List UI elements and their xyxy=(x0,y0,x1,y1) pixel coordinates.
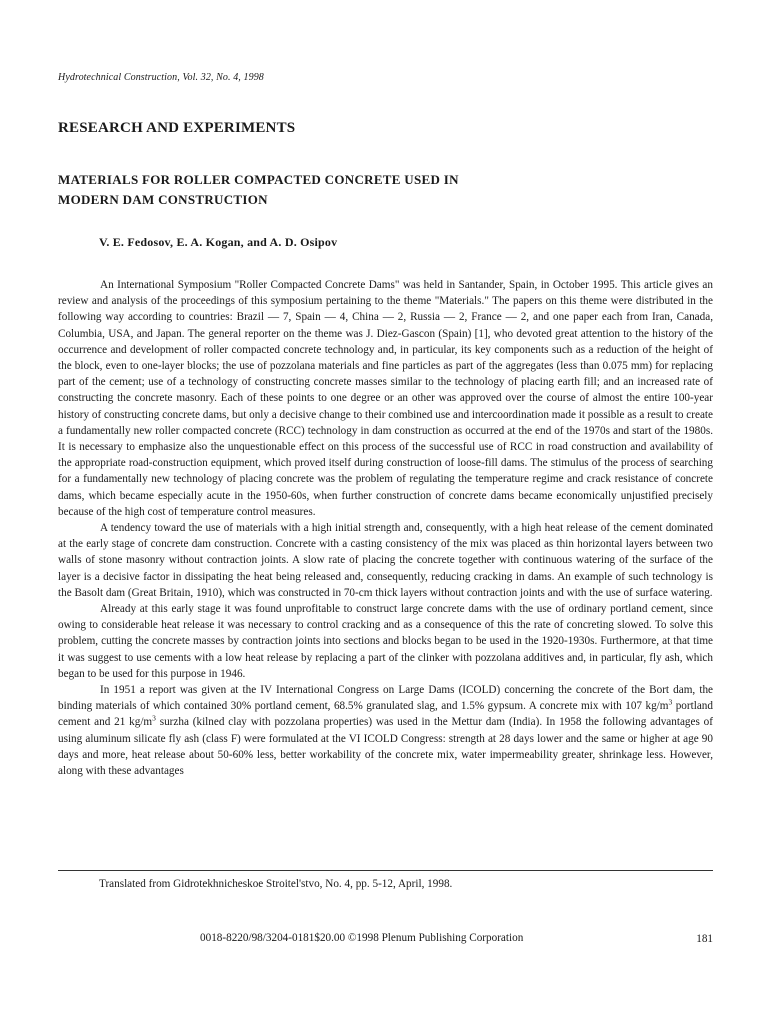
article-title-line-1: MATERIALS FOR ROLLER COMPACTED CONCRETE USED IN xyxy=(58,172,459,187)
article-body xyxy=(58,277,713,779)
article-title-line-2: MODERN DAM CONSTRUCTION xyxy=(58,192,268,207)
paper-page xyxy=(58,0,713,1024)
author-list: V. E. Fedosov, E. A. Kogan, and A. D. Osipov xyxy=(99,235,338,249)
section-heading: RESEARCH AND EXPERIMENTS xyxy=(58,120,296,136)
journal-reference: Hydrotechnical Construction, Vol. 32, No. 4, 1998 xyxy=(58,72,264,83)
body-paragraph-1: An International Symposium "Roller Compacted Concrete Dams" was held in Santander, Spain, in October 1995. This article gives an review and analysis of the proceedings of this symposium pertaining to the theme "Materials." The papers on this theme were distributed in the following way according to countries: Brazil — 7, Spain — 4, China — 2, Russia — 2, France — 2, and one paper each from Iran, Canada, Columbia, USA, and Japan. The general reporter on the theme was J. Diez-Gascon (Spain) [1], who devoted great attention to the history of the occurrence and development of roller compacted concrete technology and, in particular, its key components such as a reduction of the height of the block, even to one-layer blocks; the use of pozzolana materials and fine particles as part of the aggregates (less than 0.075 mm) for replacing part of the cement; use of a technology of constructing concrete masses similar to the technology of placing earth fill; and an increased rate of constructing the concrete masonry. Each of these points to one degree or an other was approved over the course of almost the entire 100-year history of constructing concrete dams, but only a decisive change to their combined use and intercoordination made it possible as a result to create a fundamentally new roller compacted concrete (RCC) technology in dam construction as occurred at the end of the 1970s and start of the 1980s. It is necessary to emphasize also the unquestionable effect on this process of the successful use of RCC in road construction and availability of the appropriate road-construction equipment, which proved itself during construction of loose-fill dams. The stimulus of the process of searching for a fundamentally new technology of placing concrete was the problem of regulating the temperature regime and crack resistance of concrete dams, which became especially acute in the 1950-60s, when further construction of concrete dams became economically unjustified precisely because of the high cost of temperature control measures. xyxy=(58,279,713,518)
publisher-code: 0018-8220/98/3204-0181$20.00 ©1998 Plenum Publishing Corporation xyxy=(200,932,524,944)
body-paragraph-3: Already at this early stage it was found unprofitable to construct large concrete dams with the use of ordinary portland cement, since owing to considerable heat release it was necessary to control cracking and as a consequence of this the rate of concreting slowed. To solve this problem, cutting the concrete masses by contraction joints into sections and blocks began to be used in the 1920-1930s. Furthermore, at that time it was suggest to use cements with a low heat release by replacing a part of the clinker with pozzolana additives and, in particular, fly ash, which began to be used for this purpose in 1946. xyxy=(58,603,713,680)
paragraph-4-text-a: In 1951 a report was given at the IV International Congress on Large Dams (ICOLD) concerning the concrete of the Bort dam, the binding materials of which contained 30% portland cement, 68.5% granulated slag, and 1.5% gypsum. A concrete mix with 107 kg/m xyxy=(58,684,713,713)
body-paragraph-4 xyxy=(58,682,713,779)
translation-note: Translated from Gidrotekhnicheskoe Stroitel'stvo, No. 4, pp. 5-12, April, 1998. xyxy=(99,878,453,890)
footnote-divider xyxy=(58,870,713,871)
superscript-cubic: 3 xyxy=(152,713,156,723)
superscript-cubic: 3 xyxy=(668,697,673,707)
page-number: 181 xyxy=(696,933,713,945)
body-paragraph-2: A tendency toward the use of materials with a high initial strength and, consequently, with a high heat release of the cement dominated at the early stage of concrete dam construction. Concrete with a casting consistency of the mix was placed as thin horizontal layers between two walls of stone masonry without contraction joints. A slow rate of placing the concrete together with continuous watering of the surface of the layer is a decisive factor in dissipating the heat being released and, consequently, reducing cracking in dams. An example of such technology is the Basolt dam (Great Britain, 1910), which was constructed in 70-cm thick layers without contraction joints and with the use of surface watering. xyxy=(58,522,713,599)
article-title xyxy=(58,170,459,210)
paragraph-4-text-c: surzha (kilned clay with pozzolana properties) was used in the Mettur dam (India). In 1958 the following advantages of using aluminum silicate fly ash (class F) were formulated at the VI ICOLD Congress: strength at 28 days lower and the same or higher at age 90 days and more, heat release about 50-60% less, better workability of the concrete mix, water impermeability greater, shrinkage less. However, along with these advantages xyxy=(58,716,713,778)
paragraph-4-text-b: portland cement and 21 kg/m xyxy=(58,700,713,729)
